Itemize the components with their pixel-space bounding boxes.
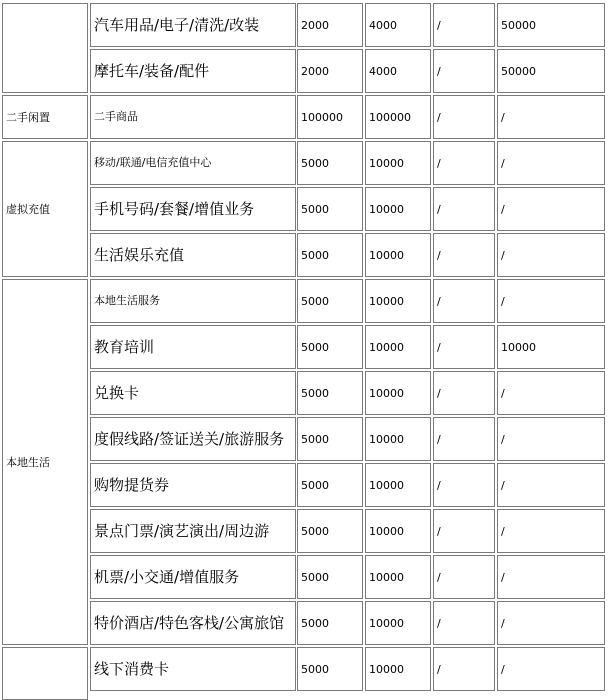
value-cell-text: / [501, 478, 505, 492]
value-cell-text: / [501, 202, 505, 216]
value-cell-text: 2000 [301, 18, 329, 32]
subcategory-cell [90, 325, 296, 369]
subcategory-cell [90, 233, 296, 277]
value-cell-text: 5000 [301, 524, 329, 538]
value-cell [497, 325, 605, 369]
value-cell [297, 325, 363, 369]
value-cell [365, 95, 431, 139]
subcategory-cell-text: 景点门票/演艺演出/周边游 [94, 521, 270, 540]
value-cell-text: 10000 [369, 202, 404, 216]
value-cell [433, 233, 495, 277]
value-cell-text: 5000 [301, 386, 329, 400]
value-cell-text: / [501, 570, 505, 584]
subcategory-cell [90, 187, 296, 231]
value-cell-text: 10000 [369, 662, 404, 676]
value-cell-text: 5000 [301, 616, 329, 630]
value-cell [365, 233, 431, 277]
value-cell [365, 463, 431, 507]
subcategory-cell-text: 本地生活服务 [94, 294, 160, 307]
value-cell [433, 601, 495, 645]
value-cell-text: 5000 [301, 202, 329, 216]
value-cell [433, 417, 495, 461]
value-cell-text: 10000 [369, 248, 404, 262]
subcategory-cell [90, 463, 296, 507]
value-cell [433, 325, 495, 369]
value-cell [497, 509, 605, 553]
value-cell-text: 5000 [301, 294, 329, 308]
value-cell-text: 5000 [301, 432, 329, 446]
value-cell-text: 5000 [301, 248, 329, 262]
value-cell [497, 279, 605, 323]
value-cell-text: 4000 [369, 18, 397, 32]
category-cell [2, 279, 88, 645]
value-cell [433, 141, 495, 185]
value-cell-text: / [501, 248, 505, 262]
value-cell-text: / [501, 524, 505, 538]
subcategory-cell-text: 摩托车/装备/配件 [94, 61, 210, 80]
value-cell-text: / [501, 156, 505, 170]
value-cell-text: 5000 [301, 340, 329, 354]
value-cell [297, 279, 363, 323]
value-cell [497, 3, 605, 47]
value-cell [433, 463, 495, 507]
value-cell-text: 50000 [501, 64, 536, 78]
value-cell [433, 187, 495, 231]
subcategory-cell-text: 机票/小交通/增值服务 [94, 567, 240, 586]
value-cell-text: / [501, 110, 505, 124]
value-cell-text: / [501, 386, 505, 400]
subcategory-cell-text: 度假线路/签证送关/旅游服务 [94, 429, 285, 448]
value-cell [297, 49, 363, 93]
value-cell [297, 417, 363, 461]
value-cell-text: / [437, 248, 441, 262]
value-cell-text: 10000 [369, 156, 404, 170]
value-cell [297, 601, 363, 645]
value-cell [297, 141, 363, 185]
subcategory-cell-text: 手机号码/套餐/增值业务 [94, 199, 255, 218]
value-cell [365, 509, 431, 553]
subcategory-cell [90, 95, 296, 139]
subcategory-cell-text: 特价酒店/特色客栈/公寓旅馆 [94, 613, 285, 632]
value-cell [297, 371, 363, 415]
value-cell-text: / [437, 524, 441, 538]
value-cell-text: 10000 [369, 524, 404, 538]
value-cell-text: 10000 [369, 616, 404, 630]
subcategory-cell [90, 509, 296, 553]
value-cell [297, 555, 363, 599]
value-cell [497, 463, 605, 507]
subcategory-cell-text: 移动/联通/电信充值中心 [94, 156, 212, 169]
value-cell [365, 3, 431, 47]
value-cell [297, 463, 363, 507]
value-cell-text: 5000 [301, 478, 329, 492]
value-cell [365, 647, 431, 691]
category-cell [2, 647, 88, 700]
value-cell [297, 187, 363, 231]
value-cell [433, 371, 495, 415]
value-cell-text: / [437, 110, 441, 124]
value-cell [433, 647, 495, 691]
value-cell [365, 49, 431, 93]
value-cell [365, 417, 431, 461]
value-cell-text: 100000 [369, 110, 411, 124]
subcategory-cell [90, 601, 296, 645]
value-cell [365, 371, 431, 415]
value-cell-text: / [501, 432, 505, 446]
value-cell [365, 279, 431, 323]
subcategory-cell-text: 二手商品 [94, 110, 138, 123]
category-cell [2, 141, 88, 277]
subcategory-cell-text: 汽车用品/电子/清洗/改装 [94, 15, 260, 34]
subcategory-cell [90, 141, 296, 185]
value-cell [497, 141, 605, 185]
subcategory-cell [90, 555, 296, 599]
subcategory-cell [90, 49, 296, 93]
value-cell-text: 10000 [369, 294, 404, 308]
subcategory-cell [90, 279, 296, 323]
value-cell [433, 49, 495, 93]
value-cell-text: / [437, 616, 441, 630]
value-cell-text: / [437, 294, 441, 308]
value-cell [297, 233, 363, 277]
value-cell-text: 10000 [369, 432, 404, 446]
value-cell [497, 49, 605, 93]
value-cell [297, 647, 363, 691]
value-cell [433, 95, 495, 139]
value-cell-text: / [437, 386, 441, 400]
value-cell [497, 187, 605, 231]
category-cell-text: 虚拟充值 [6, 203, 50, 216]
value-cell-text: / [437, 202, 441, 216]
value-cell-text: 10000 [501, 340, 536, 354]
value-cell-text: 5000 [301, 156, 329, 170]
value-cell [433, 3, 495, 47]
value-cell [365, 141, 431, 185]
value-cell [497, 555, 605, 599]
value-cell-text: / [437, 156, 441, 170]
subcategory-cell [90, 371, 296, 415]
value-cell [297, 95, 363, 139]
category-cell-text: 本地生活 [6, 456, 50, 469]
value-cell-text: 2000 [301, 64, 329, 78]
value-cell-text: 10000 [369, 478, 404, 492]
subcategory-cell-text: 生活娱乐充值 [94, 245, 185, 264]
value-cell [365, 325, 431, 369]
category-cell [2, 3, 88, 93]
subcategory-cell-text: 教育培训 [94, 337, 155, 356]
value-cell-text: / [437, 478, 441, 492]
value-cell-text: / [501, 616, 505, 630]
value-cell [497, 601, 605, 645]
value-cell-text: / [437, 432, 441, 446]
category-cell [2, 95, 88, 139]
value-cell [297, 3, 363, 47]
category-cell-text: 二手闲置 [6, 111, 50, 124]
value-cell [497, 233, 605, 277]
value-cell-text: 10000 [369, 570, 404, 584]
value-cell [497, 647, 605, 691]
value-cell [497, 417, 605, 461]
value-cell-text: / [501, 294, 505, 308]
value-cell-text: / [437, 662, 441, 676]
value-cell [433, 279, 495, 323]
value-cell-text: / [437, 340, 441, 354]
value-cell [297, 509, 363, 553]
value-cell [365, 601, 431, 645]
value-cell-text: 100000 [301, 110, 343, 124]
value-cell [433, 509, 495, 553]
value-cell [365, 187, 431, 231]
value-cell [497, 371, 605, 415]
value-cell [365, 555, 431, 599]
value-cell-text: 10000 [369, 386, 404, 400]
value-cell [433, 555, 495, 599]
value-cell [497, 95, 605, 139]
subcategory-cell-text: 购物提货券 [94, 475, 170, 494]
value-cell-text: 4000 [369, 64, 397, 78]
value-cell-text: 5000 [301, 570, 329, 584]
value-cell-text: 5000 [301, 662, 329, 676]
value-cell-text: / [501, 662, 505, 676]
value-cell-text: / [437, 64, 441, 78]
value-cell-text: / [437, 18, 441, 32]
value-cell-text: 50000 [501, 18, 536, 32]
subcategory-cell [90, 417, 296, 461]
value-cell-text: 10000 [369, 340, 404, 354]
value-cell-text: / [437, 570, 441, 584]
subcategory-cell [90, 647, 296, 691]
subcategory-cell-text: 兑换卡 [94, 383, 140, 402]
subcategory-cell [90, 3, 296, 47]
subcategory-cell-text: 线下消费卡 [94, 659, 170, 678]
